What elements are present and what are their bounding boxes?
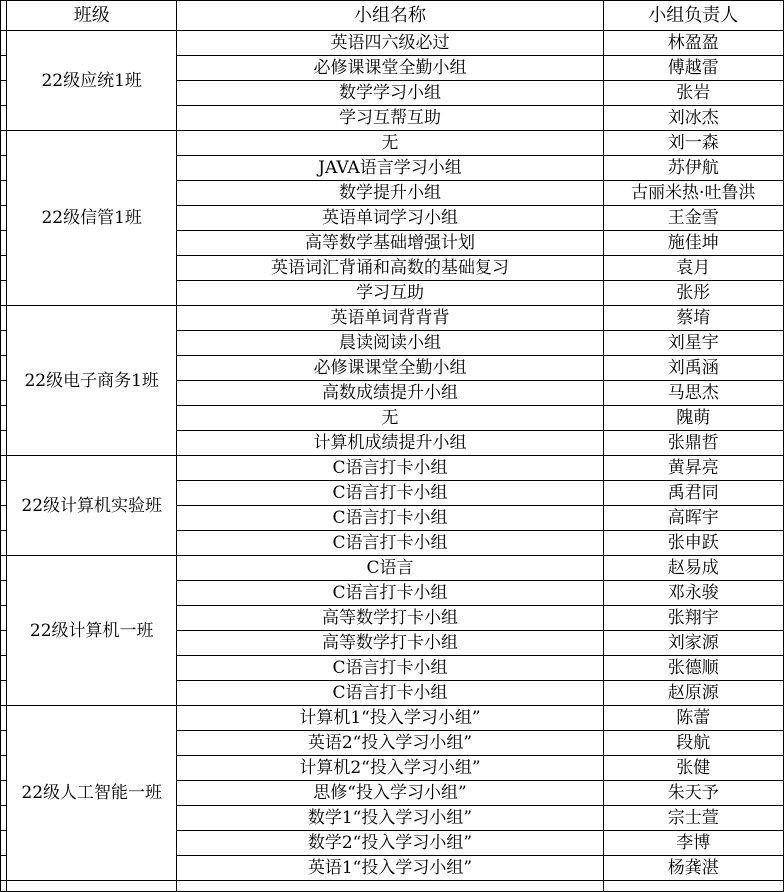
group-leader-cell[interactable]: 李博 xyxy=(603,831,784,856)
class-name-cell[interactable]: 22级信管1班 xyxy=(7,131,177,306)
group-leader-cell[interactable]: 黄昇亮 xyxy=(603,456,784,481)
table-row xyxy=(1,306,784,331)
row-edge-cell[interactable] xyxy=(1,331,7,356)
row-edge-cell[interactable] xyxy=(1,381,7,406)
table-body xyxy=(1,31,784,892)
group-leader-cell[interactable]: 王金雪 xyxy=(603,206,784,231)
group-name-cell[interactable]: 高数成绩提升小组 xyxy=(177,381,603,406)
group-leader-cell[interactable]: 禹君同 xyxy=(603,481,784,506)
group-name-cell[interactable]: C语言打卡小组 xyxy=(177,481,603,506)
row-edge-cell[interactable] xyxy=(1,581,7,606)
row-edge-cell[interactable] xyxy=(1,81,7,106)
group-leader-cell[interactable]: 张翔宇 xyxy=(603,606,784,631)
row-edge-cell[interactable] xyxy=(1,781,7,806)
group-leader-cell[interactable]: 宗士萱 xyxy=(603,806,784,831)
group-name-cell[interactable]: 计算机2“投入学习小组” xyxy=(177,756,603,781)
row-edge-cell[interactable] xyxy=(1,806,7,831)
row-edge-cell[interactable] xyxy=(1,231,7,256)
row-edge-cell[interactable] xyxy=(1,431,7,456)
table-row xyxy=(1,706,784,731)
group-name-cell[interactable]: 晨读阅读小组 xyxy=(177,331,603,356)
group-name-cell[interactable]: C语言 xyxy=(177,556,603,581)
group-name-cell[interactable]: C语言打卡小组 xyxy=(177,656,603,681)
group-leader-cell[interactable]: 马思杰 xyxy=(603,381,784,406)
group-name-cell[interactable]: C语言打卡小组 xyxy=(177,531,603,556)
group-leader-cell[interactable]: 张彤 xyxy=(603,281,784,306)
row-edge-cell[interactable] xyxy=(1,631,7,656)
partial-cell[interactable] xyxy=(177,881,603,892)
group-name-cell[interactable]: 高等数学基础增强计划 xyxy=(177,231,603,256)
group-name-cell[interactable]: 学习互帮互助 xyxy=(177,106,603,131)
group-name-cell[interactable]: 无 xyxy=(177,131,603,156)
group-name-cell[interactable]: JAVA语言学习小组 xyxy=(177,156,603,181)
group-leader-cell[interactable]: 赵原源 xyxy=(603,681,784,706)
header-row xyxy=(1,1,784,31)
group-name-cell[interactable]: 高等数学打卡小组 xyxy=(177,606,603,631)
row-edge-cell[interactable] xyxy=(1,56,7,81)
row-edge-cell[interactable] xyxy=(1,531,7,556)
class-name-cell[interactable]: 22级人工智能一班 xyxy=(7,706,177,881)
group-leader-cell[interactable]: 刘家源 xyxy=(603,631,784,656)
group-name-cell[interactable]: 计算机成绩提升小组 xyxy=(177,431,603,456)
group-leader-cell[interactable]: 段航 xyxy=(603,731,784,756)
group-name-cell[interactable]: 数学2“投入学习小组” xyxy=(177,831,603,856)
group-name-cell[interactable]: 无 xyxy=(177,406,603,431)
row-edge-cell[interactable] xyxy=(1,106,7,131)
group-name-cell[interactable]: 英语2“投入学习小组” xyxy=(177,731,603,756)
row-edge-cell[interactable] xyxy=(1,756,7,781)
class-name-cell[interactable]: 22级应统1班 xyxy=(7,31,177,131)
group-name-cell[interactable]: 数学提升小组 xyxy=(177,181,603,206)
group-leader-cell[interactable]: 朱天予 xyxy=(603,781,784,806)
header-group-name[interactable]: 小组名称 xyxy=(177,1,603,31)
table-row xyxy=(1,131,784,156)
group-name-cell[interactable]: 英语四六级必过 xyxy=(177,31,603,56)
group-leader-cell[interactable]: 苏伊航 xyxy=(603,156,784,181)
group-leader-cell[interactable]: 杨龚湛 xyxy=(603,856,784,881)
row-edge-cell[interactable] xyxy=(1,656,7,681)
group-leader-cell[interactable]: 傅越雷 xyxy=(603,56,784,81)
group-name-cell[interactable]: 必修课课堂全勤小组 xyxy=(177,356,603,381)
group-name-cell[interactable]: 必修课课堂全勤小组 xyxy=(177,56,603,81)
row-edge-cell[interactable] xyxy=(1,681,7,706)
row-edge-cell[interactable] xyxy=(1,506,7,531)
group-leader-cell[interactable]: 张鼎哲 xyxy=(603,431,784,456)
group-name-cell[interactable]: C语言打卡小组 xyxy=(177,681,603,706)
group-leader-cell[interactable]: 古丽米热·吐鲁洪 xyxy=(603,181,784,206)
group-leader-cell[interactable]: 张岩 xyxy=(603,81,784,106)
table-row xyxy=(1,881,784,892)
group-leader-cell[interactable]: 陈蕾 xyxy=(603,706,784,731)
group-leader-cell[interactable]: 邓永骏 xyxy=(603,581,784,606)
group-leader-cell[interactable]: 高晖宇 xyxy=(603,506,784,531)
group-name-cell[interactable]: 英语单词学习小组 xyxy=(177,206,603,231)
group-leader-cell[interactable]: 张健 xyxy=(603,756,784,781)
group-name-cell[interactable]: 英语1“投入学习小组” xyxy=(177,856,603,881)
header-group-leader[interactable]: 小组负责人 xyxy=(603,1,784,31)
group-leader-cell[interactable]: 施佳坤 xyxy=(603,231,784,256)
group-leader-cell[interactable]: 刘冰杰 xyxy=(603,106,784,131)
group-name-cell[interactable]: 数学学习小组 xyxy=(177,81,603,106)
group-name-cell[interactable]: 英语单词背背背 xyxy=(177,306,603,331)
group-name-cell[interactable]: C语言打卡小组 xyxy=(177,506,603,531)
group-leader-cell[interactable]: 张申跃 xyxy=(603,531,784,556)
group-name-cell[interactable]: 高等数学打卡小组 xyxy=(177,631,603,656)
row-edge-cell[interactable] xyxy=(1,731,7,756)
header-class[interactable]: 班级 xyxy=(7,1,177,31)
group-name-cell[interactable]: C语言打卡小组 xyxy=(177,456,603,481)
group-name-cell[interactable]: 英语词汇背诵和高数的基础复习 xyxy=(177,256,603,281)
group-name-cell[interactable]: 学习互助 xyxy=(177,281,603,306)
row-edge-cell[interactable] xyxy=(1,206,7,231)
row-edge-cell[interactable] xyxy=(1,606,7,631)
group-leader-cell[interactable]: 袁月 xyxy=(603,256,784,281)
partial-cell[interactable] xyxy=(603,881,784,892)
group-name-cell[interactable]: 计算机1“投入学习小组” xyxy=(177,706,603,731)
row-edge-cell[interactable] xyxy=(1,356,7,381)
class-name-cell[interactable]: 22级计算机一班 xyxy=(7,556,177,706)
row-edge-cell[interactable] xyxy=(1,406,7,431)
table-row xyxy=(1,31,784,56)
group-name-cell[interactable]: C语言打卡小组 xyxy=(177,581,603,606)
row-edge-cell[interactable] xyxy=(1,181,7,206)
table-row xyxy=(1,556,784,581)
group-name-cell[interactable]: 思修“投入学习小组” xyxy=(177,781,603,806)
table-row xyxy=(1,456,784,481)
row-edge-cell[interactable] xyxy=(1,156,7,181)
group-leader-cell[interactable]: 赵易成 xyxy=(603,556,784,581)
group-leader-cell[interactable]: 刘禹涵 xyxy=(603,356,784,381)
row-edge-cell[interactable] xyxy=(1,856,7,881)
group-leader-cell[interactable]: 蔡堉 xyxy=(603,306,784,331)
row-edge-cell[interactable] xyxy=(1,256,7,281)
class-name-cell[interactable]: 22级计算机实验班 xyxy=(7,456,177,556)
partial-cell[interactable] xyxy=(7,881,177,892)
group-leader-cell[interactable]: 隗萌 xyxy=(603,406,784,431)
row-edge-cell[interactable] xyxy=(1,281,7,306)
group-leader-cell[interactable]: 林盈盈 xyxy=(603,31,784,56)
row-edge-cell[interactable] xyxy=(1,481,7,506)
group-leader-cell[interactable]: 刘星宇 xyxy=(603,331,784,356)
group-leader-cell[interactable]: 刘一森 xyxy=(603,131,784,156)
group-leader-cell[interactable]: 张德顺 xyxy=(603,656,784,681)
class-name-cell[interactable]: 22级电子商务1班 xyxy=(7,306,177,456)
group-name-cell[interactable]: 数学1“投入学习小组” xyxy=(177,806,603,831)
row-edge-cell[interactable] xyxy=(1,831,7,856)
